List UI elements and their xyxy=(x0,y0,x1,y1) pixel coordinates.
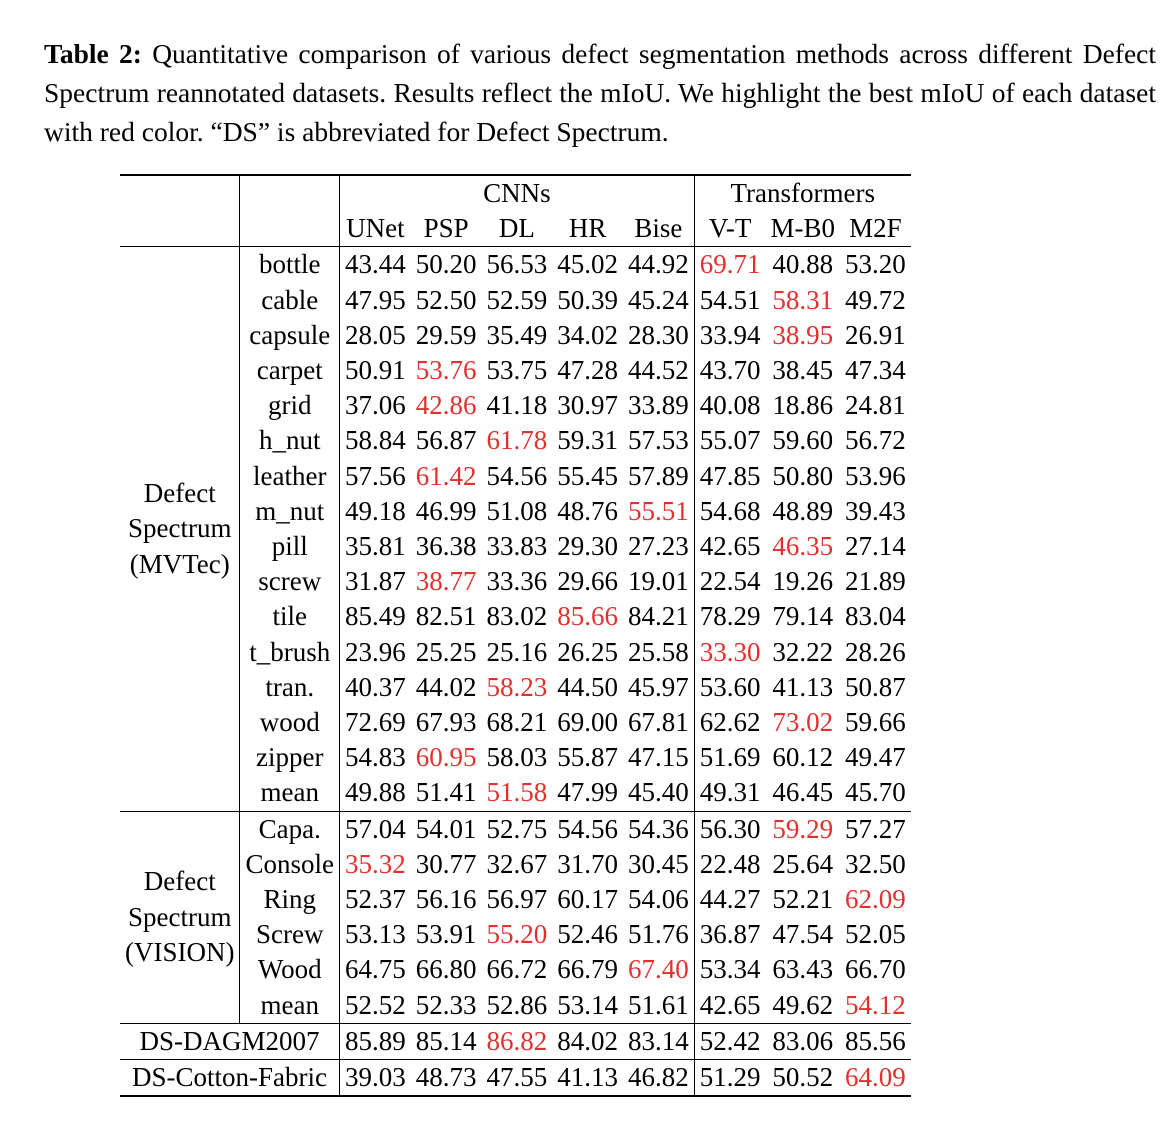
value-cell: 55.87 xyxy=(557,742,618,773)
value-cell: 56.97 xyxy=(486,884,548,915)
value-cell: 52.46 xyxy=(557,919,618,950)
value-cell: 51.58 xyxy=(486,777,548,808)
value-cell: 25.58 xyxy=(628,636,689,667)
value-cell: 45.40 xyxy=(628,777,689,808)
group-label-line: (VISION) xyxy=(125,936,235,967)
value-cell: 63.43 xyxy=(772,954,834,985)
value-cell: 56.30 xyxy=(694,811,765,847)
value-cell: 19.01 xyxy=(628,566,689,597)
value-cell: 52.33 xyxy=(415,989,477,1020)
dataset-name: DS-DAGM2007 xyxy=(120,1023,340,1059)
value-cell: 35.81 xyxy=(345,531,406,562)
value-cell: 84.21 xyxy=(628,601,689,632)
value-cell: 49.88 xyxy=(345,777,406,808)
value-cell: 53.91 xyxy=(415,919,477,950)
value-cell: 27.23 xyxy=(628,531,689,562)
category-name: Capa. xyxy=(240,811,340,847)
value-cell: 45.70 xyxy=(845,777,906,808)
value-cell: 32.50 xyxy=(845,848,906,879)
value-cell: 54.51 xyxy=(694,283,765,318)
dataset-name: DS-Cotton-Fabric xyxy=(120,1060,340,1097)
value-cell: 47.34 xyxy=(845,355,906,386)
value-cell: 62.09 xyxy=(845,884,906,915)
value-cell: 28.30 xyxy=(628,319,689,350)
value-cell: 25.64 xyxy=(772,848,834,879)
value-cell: 28.05 xyxy=(345,319,406,350)
value-cell: 52.05 xyxy=(845,919,906,950)
value-cell: 57.56 xyxy=(345,460,406,491)
category-name: Wood xyxy=(240,952,340,987)
value-cell: 69.00 xyxy=(557,707,618,738)
value-cell: 42.65 xyxy=(694,529,765,564)
value-cell: 33.36 xyxy=(486,566,548,597)
value-cell: 51.08 xyxy=(486,495,548,526)
value-cell: 39.43 xyxy=(845,495,906,526)
value-cell: 60.95 xyxy=(415,742,477,773)
value-cell: 41.13 xyxy=(772,671,834,702)
value-cell: 55.07 xyxy=(694,423,765,458)
value-cell: 69.71 xyxy=(694,247,765,283)
dataset-row xyxy=(120,1023,911,1059)
value-cell: 48.76 xyxy=(557,495,618,526)
value-cell: 38.45 xyxy=(772,355,834,386)
category-name: bottle xyxy=(240,247,340,283)
value-cell: 35.49 xyxy=(486,319,548,350)
value-cell: 52.42 xyxy=(694,1023,765,1059)
value-cell: 49.31 xyxy=(694,775,765,811)
value-cell: 33.83 xyxy=(486,531,548,562)
value-cell: 26.25 xyxy=(557,636,618,667)
category-name: mean xyxy=(240,988,340,1024)
category-name: tran. xyxy=(240,670,340,705)
value-cell: 86.82 xyxy=(482,1023,553,1059)
value-cell: 33.89 xyxy=(628,390,689,421)
value-cell: 51.69 xyxy=(694,740,765,775)
value-cell: 46.99 xyxy=(415,495,477,526)
caption-text: Quantitative comparison of various defect segmentation methods across different Defect Spectrum reannotated datasets. Results reflect the mIoU. We highlight the best mIoU of each dataset with red color. “DS” is abbreviated for Defect Spectrum. xyxy=(44,38,1156,147)
category-name: cable xyxy=(240,283,340,318)
value-cell: 29.66 xyxy=(557,566,618,597)
value-cell: 57.04 xyxy=(340,811,411,847)
group-label-line: Defect xyxy=(143,478,216,509)
value-cell: 31.70 xyxy=(557,848,618,879)
value-cell: 53.60 xyxy=(694,670,765,705)
category-name: t_brush xyxy=(240,635,340,670)
value-cell: 38.77 xyxy=(415,566,477,597)
value-cell: 53.14 xyxy=(557,989,618,1020)
value-cell: 62.62 xyxy=(694,705,765,740)
value-cell: 49.47 xyxy=(845,742,906,773)
value-cell: 52.37 xyxy=(345,884,406,915)
value-cell: 34.02 xyxy=(557,319,618,350)
value-cell: 48.73 xyxy=(411,1060,482,1097)
value-cell: 52.86 xyxy=(486,989,548,1020)
value-cell: 50.20 xyxy=(411,247,482,283)
value-cell: 42.86 xyxy=(415,390,477,421)
value-cell: 66.72 xyxy=(486,954,548,985)
value-cell: 41.18 xyxy=(486,390,548,421)
value-cell: 54.36 xyxy=(623,811,694,847)
value-cell: 51.61 xyxy=(628,989,689,1020)
value-cell: 85.49 xyxy=(345,601,406,632)
value-cell: 25.25 xyxy=(415,636,477,667)
value-cell: 30.45 xyxy=(628,848,689,879)
value-cell: 58.23 xyxy=(486,671,548,702)
value-cell: 83.02 xyxy=(486,601,548,632)
value-cell: 59.60 xyxy=(772,425,834,456)
category-name: m_nut xyxy=(240,494,340,529)
value-cell: 53.76 xyxy=(415,355,477,386)
value-cell: 40.88 xyxy=(766,247,841,283)
value-cell: 46.82 xyxy=(623,1060,694,1097)
value-cell: 57.89 xyxy=(628,460,689,491)
value-cell: 50.52 xyxy=(766,1060,841,1097)
value-cell: 44.52 xyxy=(628,355,689,386)
value-cell: 54.68 xyxy=(694,494,765,529)
value-cell: 47.85 xyxy=(694,459,765,494)
value-cell: 40.37 xyxy=(345,671,406,702)
value-cell: 40.08 xyxy=(694,388,765,423)
value-cell: 66.70 xyxy=(845,954,906,985)
value-cell: 55.45 xyxy=(557,460,618,491)
value-cell: 48.89 xyxy=(772,495,834,526)
value-cell: 54.06 xyxy=(628,884,689,915)
method-header: M-B0 xyxy=(770,213,836,244)
transformer-group-header: Transformers xyxy=(694,175,911,211)
value-cell: 50.91 xyxy=(345,355,406,386)
category-name: Screw xyxy=(240,917,340,952)
value-cell: 58.31 xyxy=(772,284,834,315)
dataset-group-label xyxy=(120,247,240,811)
value-cell: 18.86 xyxy=(772,390,834,421)
value-cell: 83.14 xyxy=(623,1023,694,1059)
value-cell: 53.34 xyxy=(694,952,765,987)
value-cell: 32.22 xyxy=(772,636,834,667)
value-cell: 54.56 xyxy=(486,460,548,491)
value-cell: 58.84 xyxy=(345,425,406,456)
value-cell: 59.66 xyxy=(845,707,906,738)
value-cell: 32.67 xyxy=(486,848,548,879)
value-cell: 57.53 xyxy=(628,425,689,456)
value-cell: 35.32 xyxy=(345,848,406,879)
value-cell: 44.27 xyxy=(694,882,765,917)
value-cell: 61.42 xyxy=(415,460,477,491)
value-cell: 30.97 xyxy=(557,390,618,421)
category-name: pill xyxy=(240,529,340,564)
value-cell: 43.44 xyxy=(340,247,411,283)
value-cell: 25.16 xyxy=(486,636,548,667)
cnn-group-header: CNNs xyxy=(340,175,695,211)
method-header: V-T xyxy=(694,211,765,247)
value-cell: 33.94 xyxy=(694,318,765,353)
value-cell: 24.81 xyxy=(845,390,906,421)
value-cell: 56.53 xyxy=(482,247,553,283)
value-cell: 49.62 xyxy=(772,989,834,1020)
value-cell: 23.96 xyxy=(345,636,406,667)
value-cell: 31.87 xyxy=(345,566,406,597)
value-cell: 30.77 xyxy=(415,848,477,879)
value-cell: 78.29 xyxy=(694,599,765,634)
value-cell: 56.16 xyxy=(415,884,477,915)
value-cell: 55.51 xyxy=(628,495,689,526)
value-cell: 39.03 xyxy=(340,1060,411,1097)
value-cell: 83.04 xyxy=(845,601,906,632)
method-header: Bise xyxy=(634,213,683,244)
value-cell: 49.18 xyxy=(345,495,406,526)
value-cell: 47.95 xyxy=(345,284,406,315)
value-cell: 50.39 xyxy=(557,284,618,315)
value-cell: 59.31 xyxy=(557,425,618,456)
value-cell: 85.14 xyxy=(411,1023,482,1059)
table-body xyxy=(120,247,911,1096)
value-cell: 22.54 xyxy=(694,564,765,599)
value-cell: 19.26 xyxy=(772,566,834,597)
category-name: mean xyxy=(240,775,340,811)
value-cell: 47.99 xyxy=(557,777,618,808)
value-cell: 85.66 xyxy=(557,601,618,632)
value-cell: 82.51 xyxy=(415,601,477,632)
value-cell: 53.13 xyxy=(345,919,406,950)
value-cell: 45.97 xyxy=(628,671,689,702)
value-cell: 60.12 xyxy=(772,742,834,773)
value-cell: 26.91 xyxy=(845,319,906,350)
category-name: capsule xyxy=(240,318,340,353)
value-cell: 43.70 xyxy=(694,353,765,388)
group-label-line: Spectrum xyxy=(128,901,232,932)
method-header: PSP xyxy=(423,213,469,244)
value-cell: 52.59 xyxy=(486,284,548,315)
value-cell: 67.93 xyxy=(415,707,477,738)
category-name: screw xyxy=(240,564,340,599)
value-cell: 67.81 xyxy=(628,707,689,738)
value-cell: 49.72 xyxy=(845,284,906,315)
method-header: HR xyxy=(568,213,607,244)
value-cell: 29.30 xyxy=(557,531,618,562)
value-cell: 83.06 xyxy=(766,1023,841,1059)
value-cell: 47.28 xyxy=(557,355,618,386)
value-cell: 52.50 xyxy=(415,284,477,315)
header-row-groups xyxy=(120,175,911,211)
value-cell: 59.29 xyxy=(766,811,841,847)
value-cell: 27.14 xyxy=(845,531,906,562)
value-cell: 36.38 xyxy=(415,531,477,562)
value-cell: 60.17 xyxy=(557,884,618,915)
category-name: zipper xyxy=(240,740,340,775)
table-caption xyxy=(44,34,1156,151)
value-cell: 64.09 xyxy=(840,1060,911,1097)
header-row-methods xyxy=(120,211,911,247)
value-cell: 85.56 xyxy=(840,1023,911,1059)
value-cell: 84.02 xyxy=(552,1023,623,1059)
value-cell: 44.92 xyxy=(623,247,694,283)
value-cell: 38.95 xyxy=(772,319,834,350)
value-cell: 52.75 xyxy=(482,811,553,847)
value-cell: 73.02 xyxy=(772,707,834,738)
value-cell: 52.21 xyxy=(772,884,834,915)
value-cell: 61.78 xyxy=(486,425,548,456)
value-cell: 53.96 xyxy=(845,460,906,491)
value-cell: 56.72 xyxy=(845,425,906,456)
value-cell: 85.89 xyxy=(340,1023,411,1059)
category-name: Console xyxy=(240,847,340,882)
caption-label: Table 2: xyxy=(44,38,142,69)
method-header: UNet xyxy=(346,213,405,244)
value-cell: 57.27 xyxy=(840,811,911,847)
value-cell: 52.52 xyxy=(345,989,406,1020)
table-row xyxy=(120,811,911,847)
dataset-row xyxy=(120,1060,911,1097)
value-cell: 47.54 xyxy=(772,919,834,950)
value-cell: 54.83 xyxy=(345,742,406,773)
value-cell: 46.35 xyxy=(772,531,834,562)
value-cell: 33.30 xyxy=(694,635,765,670)
method-header: DL xyxy=(498,213,535,244)
value-cell: 68.21 xyxy=(486,707,548,738)
value-cell: 50.80 xyxy=(772,460,834,491)
value-cell: 51.29 xyxy=(694,1060,765,1097)
category-name: carpet xyxy=(240,353,340,388)
value-cell: 45.02 xyxy=(552,247,623,283)
value-cell: 51.76 xyxy=(628,919,689,950)
category-name: h_nut xyxy=(240,423,340,458)
method-header: M2F xyxy=(849,213,902,244)
value-cell: 45.24 xyxy=(628,284,689,315)
value-cell: 29.59 xyxy=(415,319,477,350)
value-cell: 79.14 xyxy=(772,601,834,632)
value-cell: 58.03 xyxy=(486,742,548,773)
value-cell: 47.55 xyxy=(482,1060,553,1097)
value-cell: 53.75 xyxy=(486,355,548,386)
value-cell: 66.80 xyxy=(415,954,477,985)
category-name: leather xyxy=(240,459,340,494)
value-cell: 66.79 xyxy=(557,954,618,985)
value-cell: 28.26 xyxy=(845,636,906,667)
value-cell: 67.40 xyxy=(628,954,689,985)
category-name: wood xyxy=(240,705,340,740)
value-cell: 47.15 xyxy=(628,742,689,773)
value-cell: 46.45 xyxy=(772,777,834,808)
value-cell: 42.65 xyxy=(694,988,765,1024)
value-cell: 36.87 xyxy=(694,917,765,952)
value-cell: 44.02 xyxy=(415,671,477,702)
value-cell: 54.01 xyxy=(411,811,482,847)
dataset-group-label xyxy=(120,811,240,1023)
group-label-line: Defect xyxy=(143,866,216,897)
value-cell: 55.20 xyxy=(486,919,548,950)
group-label-line: (MVTec) xyxy=(129,548,230,579)
value-cell: 37.06 xyxy=(345,390,406,421)
value-cell: 51.41 xyxy=(415,777,477,808)
value-cell: 56.87 xyxy=(415,425,477,456)
value-cell: 41.13 xyxy=(552,1060,623,1097)
value-cell: 22.48 xyxy=(694,847,765,882)
value-cell: 54.12 xyxy=(845,989,906,1020)
results-table xyxy=(120,174,911,1097)
value-cell: 53.20 xyxy=(840,247,911,283)
value-cell: 64.75 xyxy=(345,954,406,985)
value-cell: 50.87 xyxy=(845,671,906,702)
value-cell: 44.50 xyxy=(557,671,618,702)
value-cell: 21.89 xyxy=(845,566,906,597)
table-row xyxy=(120,247,911,283)
group-label-line: Spectrum xyxy=(128,513,232,544)
category-name: Ring xyxy=(240,882,340,917)
value-cell: 54.56 xyxy=(552,811,623,847)
category-name: grid xyxy=(240,388,340,423)
value-cell: 72.69 xyxy=(345,707,406,738)
category-name: tile xyxy=(240,599,340,634)
